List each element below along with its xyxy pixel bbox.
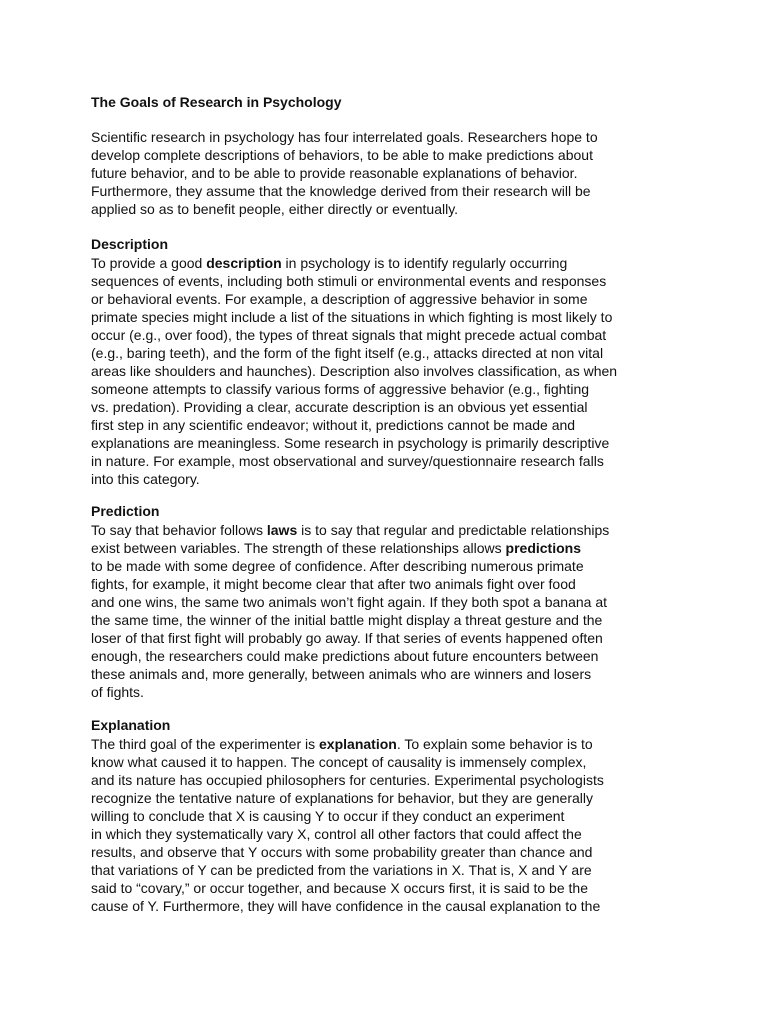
text-line: and its nature has occupied philosophers for centuries. Experimental psychologists — [91, 772, 604, 788]
bold-term: laws — [266, 522, 298, 538]
text-line: fights, for example, it might become clear that after two animals fight over food — [91, 576, 576, 592]
text-run: To say that behavior follows — [91, 522, 267, 538]
bold-term: description — [206, 255, 282, 271]
text-line: that variations of Y can be predicted from the variations in X. That is, X and Y are — [91, 862, 592, 878]
text-line: someone attempts to classify various forms of aggressive behavior (e.g., fighting — [91, 381, 590, 397]
text-line: willing to conclude that X is causing Y to occur if they conduct an experiment — [91, 808, 565, 824]
text-line: and one wins, the same two animals won’t fight again. If they both spot a banana at — [91, 594, 607, 610]
text-line: areas like shoulders and haunches). Description also involves classification, as when — [91, 363, 618, 379]
text-line: loser of that first fight will probably go away. If that series of events happened often — [91, 630, 603, 646]
text-line: first step in any scientific endeavor; without it, predictions cannot be made and — [91, 417, 576, 433]
text-line: occur (e.g., over food), the types of threat signals that might precede actual combat — [91, 327, 607, 343]
text-run: The third goal of the experimenter is — [91, 736, 320, 752]
bold-term: explanation — [319, 736, 397, 752]
text-run: is to say that regular and predictable relationships — [297, 522, 610, 538]
text-line: know what caused it to happen. The concept of causality is immensely complex, — [91, 754, 587, 770]
text-run: exist between variables. The strength of these relationships allows — [91, 540, 506, 556]
text-run: To provide a good — [91, 255, 207, 271]
description-paragraph — [91, 254, 617, 488]
text-line — [91, 254, 617, 272]
text-line: or behavioral events. For example, a description of aggressive behavior in some — [91, 291, 588, 307]
text-line: results, and observe that Y occurs with some probability greater than chance and — [91, 844, 593, 860]
bold-term: predictions — [505, 540, 581, 556]
intro-paragraph — [91, 128, 598, 218]
text-line: future behavior, and to be able to provide reasonable explanations of behavior. — [91, 165, 578, 181]
explanation-paragraph — [91, 735, 604, 915]
text-line: vs. predation). Providing a clear, accurate description is an obvious yet essential — [91, 399, 588, 415]
text-line: develop complete descriptions of behaviors, to be able to make predictions about — [91, 147, 593, 163]
text-line: explanations are meaningless. Some research in psychology is primarily descriptive — [91, 435, 610, 451]
text-line — [91, 521, 609, 539]
text-run: in psychology is to identify regularly occurring — [281, 255, 568, 271]
text-line: in nature. For example, most observational and survey/questionnaire research falls — [91, 453, 604, 469]
text-line: recognize the tentative nature of explanations for behavior, but they are generally — [91, 790, 593, 806]
text-line: of fights. — [91, 684, 144, 700]
section-heading-explanation: Explanation — [91, 717, 171, 733]
text-line: cause of Y. Furthermore, they will have confidence in the causal explanation to the — [91, 898, 601, 914]
text-line: said to “covary,” or occur together, and because X occurs first, it is said to be the — [91, 880, 588, 896]
text-line: into this category. — [91, 471, 200, 487]
text-line — [91, 539, 609, 557]
section-heading-description: Description — [91, 236, 169, 252]
text-line — [91, 735, 604, 753]
text-line: the same time, the winner of the initial battle might display a threat gesture and the — [91, 612, 603, 628]
text-line: to be made with some degree of confidence. After describing numerous primate — [91, 558, 584, 574]
text-run: . To explain some behavior is to — [396, 736, 593, 752]
text-line: in which they systematically vary X, control all other factors that could affect the — [91, 826, 582, 842]
document-title: The Goals of Research in Psychology — [91, 94, 342, 110]
text-line: enough, the researchers could make predictions about future encounters between — [91, 648, 599, 664]
section-heading-prediction: Prediction — [91, 503, 160, 519]
text-line: Scientific research in psychology has four interrelated goals. Researchers hope to — [91, 129, 598, 145]
text-line: applied so as to benefit people, either directly or eventually. — [91, 201, 459, 217]
text-line: Furthermore, they assume that the knowledge derived from their research will be — [91, 183, 591, 199]
text-line: (e.g., baring teeth), and the form of the fight itself (e.g., attacks directed at non vital — [91, 345, 604, 361]
prediction-paragraph — [91, 521, 609, 701]
text-line: primate species might include a list of the situations in which fighting is most likely to — [91, 309, 613, 325]
text-line: these animals and, more generally, between animals who are winners and losers — [91, 666, 592, 682]
text-line: sequences of events, including both stimuli or environmental events and responses — [91, 273, 607, 289]
